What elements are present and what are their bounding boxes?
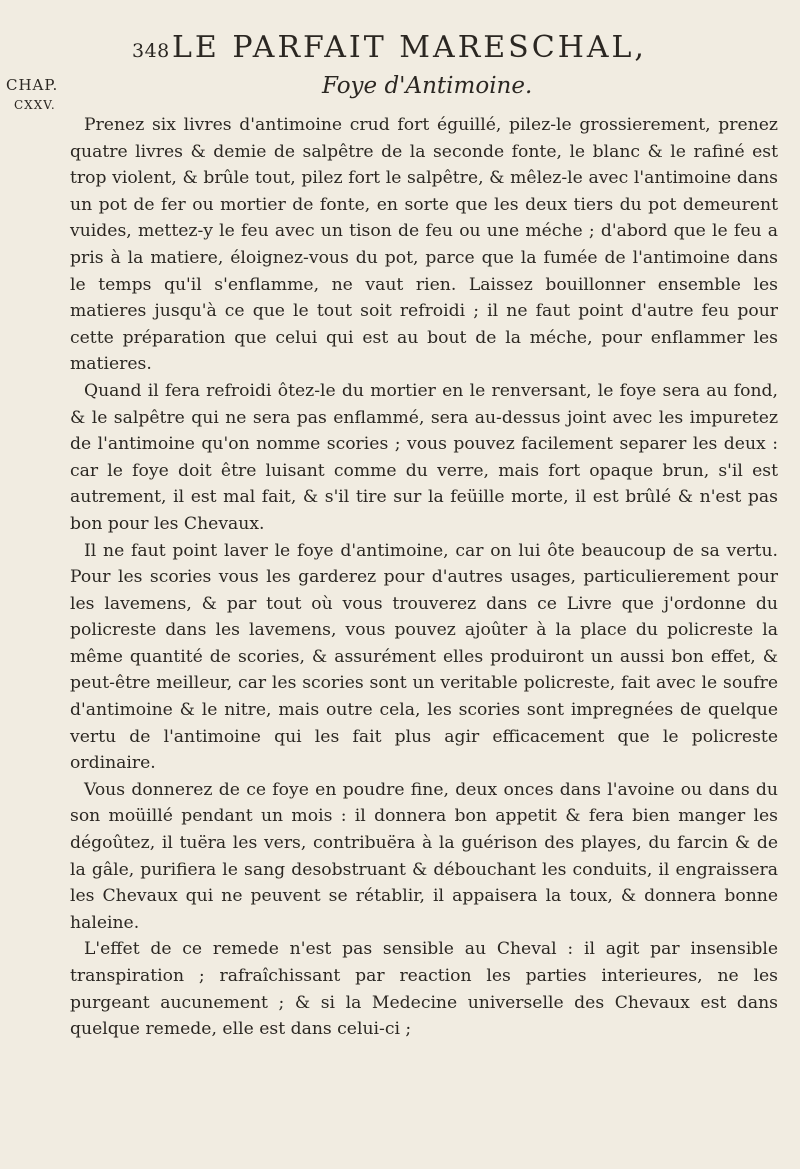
paragraph: Prenez six livres d'antimoine crud fort éguillé, pilez-le grossierement, prenez quatre livres & demie de salpêtre de la seconde fonte, le blanc & le rafiné est trop violent, & brûle tout, pilez fort le salpêtre, & mêlez-le avec l'antimoine dans un pot de fer ou mortier de fonte, en sorte que les deux tiers du pot demeurent vuides, mettez-y le feu avec un tison de feu ou une méche ; d'abord que le feu a pris à la matiere, éloignez-vous du pot, parce que la fumée de l'antimoine dans le temps qu'il s'enflamme, ne vaut rien. Laissez bouillonner ensemble les matieres jusqu'à ce que le tout soit refroidi ; il ne faut point d'autre feu pour cette préparation que celui qui est au bout de la méche, pour enflammer les matieres. [70,115,778,375]
paragraph: Il ne faut point laver le foye d'antimoine, car on lui ôte beaucoup de sa vertu. Pour les scories vous les garderez pour d'autres usages, particulierement pour les lavemens, & par tout où vous trouverez dans ce Livre que j'ordonne du policreste dans les lavemens, vous pouvez ajoûter à la place du policreste la même quantité de scories, & assurément elles produiront un aussi bon effet, & peut-être meilleur, car les scories sont un veritable policreste, fait avec le soufre d'antimoine & le nitre, mais outre cela, les scories sont impregnées de quelque vertu de l'antimoine qui les fait plus agir efficacement que le policreste ordinaire. [70,540,778,774]
body-text [70,112,778,1043]
running-head: LE PARFAIT MARESCHAL, [172,30,647,65]
chapter-marginal-note [6,75,62,115]
chapter-label: CHAP. [6,76,59,94]
paragraph: Quand il fera refroidi ôtez-le du mortier en le renversant, le foye sera au fond, & le salpêtre qui ne sera pas enflammé, sera au-dessus joint avec les impuretez de l'antimoine qu'on nomme scories ; vous pouvez facilement separer les deux : car le foye doit être luisant comme du verre, mais fort opaque brun, s'il est autrement, il est mal fait, & s'il tire sur la feüille morte, il est brûlé & n'est pas bon pour les Chevaux. [70,380,778,534]
section-title: Foye d'Antimoine. [322,73,533,99]
chapter-number: CXXV. [14,98,56,112]
paragraph: L'effet de ce remede n'est pas sensible au Cheval : il agit par insensible transpiration ; rafraîchissant par reaction les parties interieures, ne les purgeant aucunement ; & si la Medecine universelle des Chevaux est dans quelque remede, elle est dans celui-ci ; [70,939,778,1040]
paragraph: Vous donnerez de ce foye en poudre fine, deux onces dans l'avoine ou dans du son moüillé pendant un mois : il donnera bon appetit & fera bien manger les dégoûtez, il tuëra les vers, contribuëra à la guérison des playes, du farcin & de la gâle, purifiera le sang desobstruant & débouchant les conduits, il engraissera les Chevaux qui ne peuvent se rétablir, il appaisera la toux, & donnera bonne haleine. [70,779,778,933]
page-number: 348 [132,40,170,62]
